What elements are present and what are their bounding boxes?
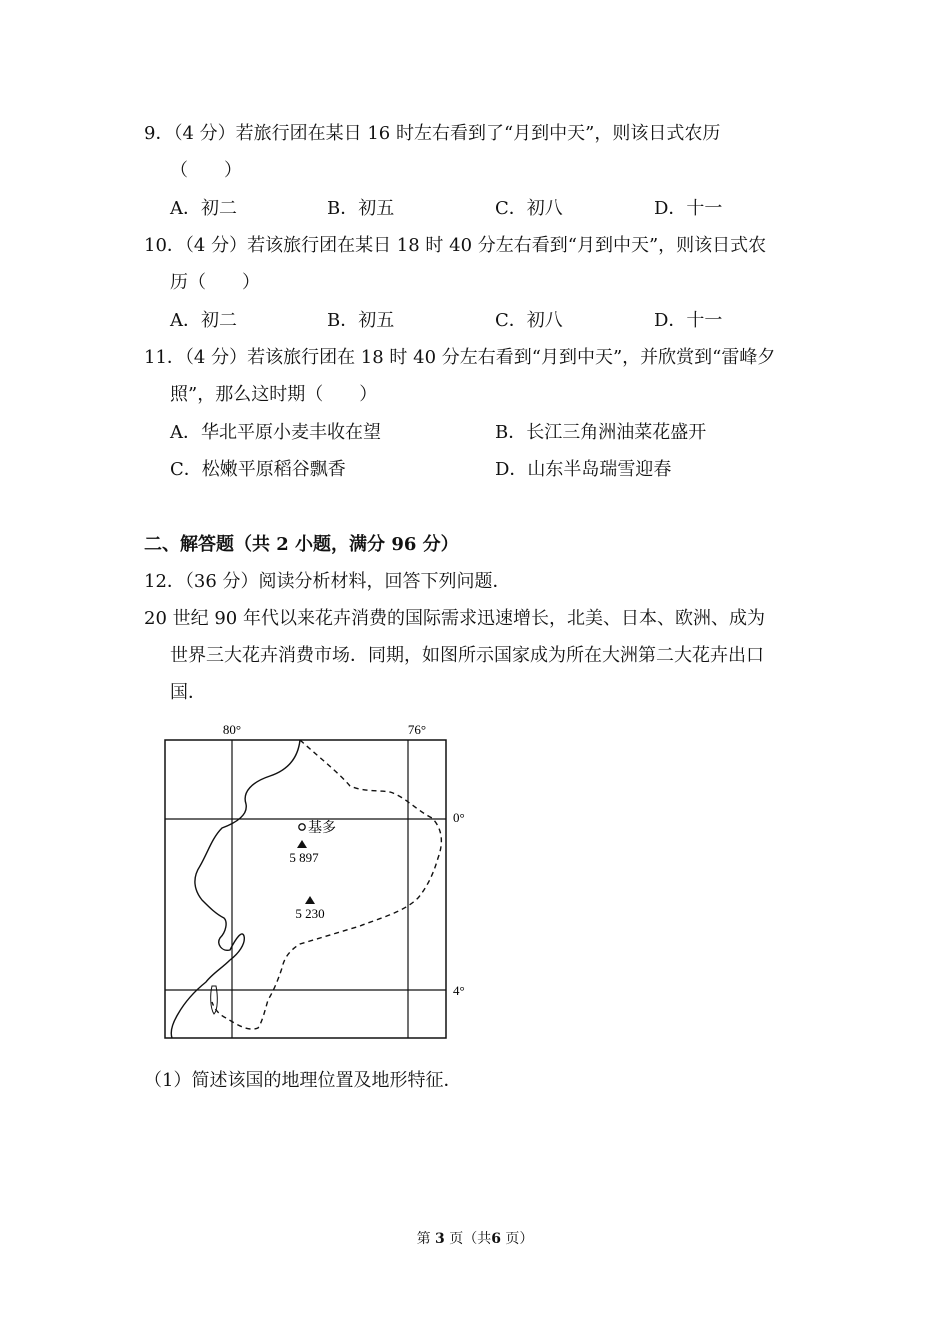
q10-option-b: B．初五 [327, 310, 395, 331]
q9-option-c: C．初八 [495, 198, 563, 219]
q9-stem [144, 122, 720, 146]
peak-elevation-2: 5 230 [295, 906, 325, 921]
sub-question-1: （1）简述该国的地理位置及地形特征． [144, 1070, 462, 1091]
peak-triangle-1 [297, 840, 307, 848]
peak-triangle-2 [305, 896, 315, 904]
q10-number: 10． [144, 235, 185, 256]
q11-text: （4 分）若该旅行团在 18 时 40 分左右看到“月到中天”，并欣赏到“雷峰夕 [184, 347, 776, 368]
footer-suffix: 页） [505, 1231, 534, 1247]
q12-material-line2: 世界三大花卉消费市场．同期，如图所示国家成为所在大洲第二大花卉出口 [170, 645, 764, 666]
footer-total-pages: 6 [491, 1231, 501, 1247]
q12-material-line3: 国． [170, 682, 206, 703]
map-frame [165, 740, 446, 1038]
q10-option-d: D．十一 [654, 310, 723, 331]
q9-answer-blank: （ ） [170, 160, 242, 181]
footer-page-number: 3 [435, 1231, 445, 1247]
city-label-quito: 基多 [308, 820, 336, 836]
q11-option-b: B．长江三角洲油菜花盛开 [495, 422, 707, 443]
q9-option-d: D．十一 [654, 198, 723, 219]
coastline [171, 740, 300, 1038]
lon-label-80: 80° [222, 722, 242, 737]
q10-answer-blank: 历（ ） [170, 272, 260, 293]
q11-number: 11． [144, 347, 185, 368]
q9-number: 9． [144, 123, 174, 144]
q11-option-d: D．山东半岛瑞雪迎春 [495, 459, 672, 480]
q10-text: （4 分）若该旅行团在某日 18 时 40 分左右看到“月到中天”，则该日式农 [184, 235, 767, 256]
national-border [212, 740, 441, 1029]
q12-number: 12． [144, 571, 185, 592]
quito-city-marker [299, 824, 305, 830]
lat-label-0: 0° [453, 810, 465, 825]
footer-prefix: 第 [416, 1231, 431, 1247]
q10-option-c: C．初八 [495, 310, 563, 331]
q12-material-line1: 20 世纪 90 年代以来花卉消费的国际需求迅速增长，北美、日本、欧洲、成为 [144, 608, 765, 629]
page-footer [0, 1228, 950, 1248]
q12-stem [144, 570, 511, 594]
q10-stem [144, 234, 766, 258]
q11-option-c: C．松嫩平原稻谷飘香 [170, 459, 346, 480]
q11-answer-blank: 照”，那么这时期（ ） [170, 384, 378, 405]
footer-middle: 页（共 [449, 1231, 492, 1247]
peak-elevation-1: 5 897 [289, 850, 319, 865]
ecuador-map [150, 718, 480, 1048]
q9-option-a: A．初二 [170, 198, 237, 219]
lon-label-76: 76° [407, 722, 427, 737]
section2-heading: 二、解答题（共 2 小题，满分 96 分） [144, 534, 459, 555]
q11-stem [144, 346, 775, 370]
q11-option-a: A．华北平原小麦丰收在望 [170, 422, 381, 443]
lat-label-4: 4° [453, 983, 465, 998]
q10-option-a: A．初二 [170, 310, 237, 331]
q9-text: （4 分）若旅行团在某日 16 时左右看到了“月到中天”，则该日式农历 [173, 123, 721, 144]
q12-intro: （36 分）阅读分析材料，回答下列问题． [184, 571, 511, 592]
q9-option-b: B．初五 [327, 198, 395, 219]
